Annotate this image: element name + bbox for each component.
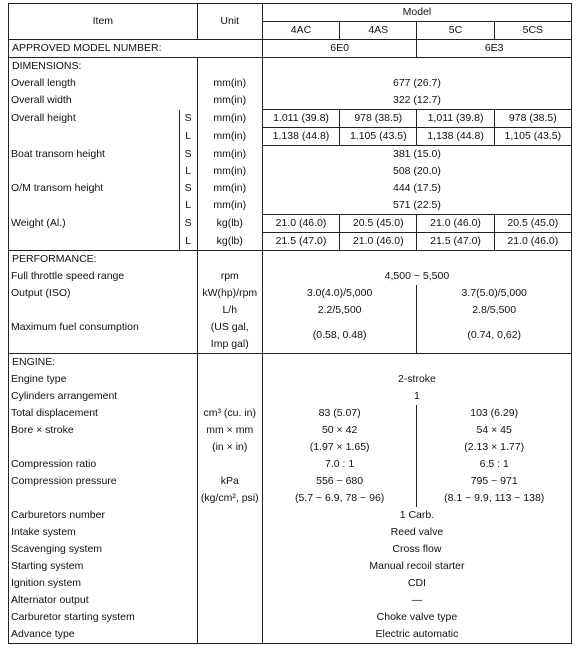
approved-label: APPROVED MODEL NUMBER: (9, 40, 263, 58)
specifications-table (8, 3, 572, 644)
model-4ac: 4AC (262, 22, 339, 40)
bore-row (9, 422, 572, 456)
fuel-left-2: (0.58, 0.48) (312, 329, 367, 341)
shaft-s-label: S (179, 215, 197, 233)
ratio-left: 7.0 : 1 (262, 456, 417, 473)
weight-unit: kg(lb) (197, 233, 262, 251)
model-5c: 5C (417, 22, 494, 40)
cylinders-label: Cylinders arrangement (9, 388, 198, 405)
overall-width-unit: mm(in) (197, 92, 262, 110)
ratio-right: 6.5 : 1 (417, 456, 572, 473)
bore-right-2: (2.13 × 1.77) (464, 441, 525, 453)
bore-left-1: 50 × 42 (321, 424, 358, 436)
weight-l-row (9, 233, 572, 251)
speed-value: 4,500 ~ 5,500 (262, 268, 571, 285)
starting-row (9, 558, 572, 575)
ratio-row (9, 456, 572, 473)
engine-title-row (9, 354, 572, 372)
bore-right (417, 422, 572, 456)
weight-s-row (9, 215, 572, 233)
displacement-left: 83 (5.07) (262, 405, 417, 422)
approved-left: 6E0 (262, 40, 417, 58)
bore-unit-2: (in × in) (212, 441, 248, 453)
shaft-l-label: L (179, 163, 197, 180)
fuel-unit-2: (US gal, (210, 321, 249, 333)
approved-row (9, 40, 572, 58)
displacement-row (9, 405, 572, 422)
model-5cs: 5CS (494, 22, 571, 40)
fuel-row (9, 302, 572, 354)
dimensions-title-row (9, 58, 572, 76)
shaft-l-label: L (179, 233, 197, 251)
om-transom-unit: mm(in) (197, 197, 262, 215)
alternator-value: — (262, 592, 571, 609)
weight-l-5cs: 21.0 (46.0) (494, 233, 571, 251)
overall-width-label: Overall width (9, 92, 198, 110)
model-4as: 4AS (340, 22, 417, 40)
engine-type-row (9, 371, 572, 388)
boat-transom-s-row (9, 146, 572, 164)
fuel-left-1: 2.2/5,500 (317, 304, 362, 316)
overall-width-value: 322 (12.7) (262, 92, 571, 110)
overall-height-s-4ac: 1.011 (39.8) (262, 110, 339, 128)
bore-left (262, 422, 417, 456)
weight-s-5c: 21.0 (46.0) (417, 215, 494, 233)
speed-label: Full throttle speed range (9, 268, 198, 285)
bore-left-2: (1.97 × 1.65) (309, 441, 370, 453)
shaft-l-label: L (179, 197, 197, 215)
intake-value: Reed valve (262, 524, 571, 541)
boat-transom-unit: mm(in) (197, 163, 262, 180)
engine-type-label: Engine type (9, 371, 198, 388)
performance-title-row (9, 251, 572, 269)
spec-sheet (8, 3, 572, 644)
overall-height-l-4ac: 1.138 (44.8) (262, 128, 339, 146)
model-header: Model (262, 4, 571, 22)
weight-unit: kg(lb) (197, 215, 262, 233)
intake-label: Intake system (9, 524, 198, 541)
overall-length-value: 677 (26.7) (262, 75, 571, 92)
overall-height-l-5cs: 1,105 (43.5) (494, 128, 571, 146)
output-right: 3.7(5.0)/5,000 (417, 285, 572, 302)
scavenging-label: Scavenging system (9, 541, 198, 558)
output-left: 3.0(4.0)/5,000 (262, 285, 417, 302)
overall-height-s-4as: 978 (38.5) (340, 110, 417, 128)
displacement-right: 103 (6.29) (417, 405, 572, 422)
fuel-unit-3: Imp gal) (210, 338, 249, 350)
weight-l-4ac: 21.5 (47.0) (262, 233, 339, 251)
carburetors-row (9, 507, 572, 524)
alternator-label: Alternator output (9, 592, 198, 609)
bore-right-1: 54 × 45 (476, 424, 512, 436)
pressure-row (9, 473, 572, 507)
pressure-left (262, 473, 417, 507)
overall-length-label: Overall length (9, 75, 198, 92)
carb-start-label: Carburetor starting system (9, 609, 198, 626)
om-transom-l-value: 571 (22.5) (262, 197, 571, 215)
fuel-unit-1: L/h (222, 304, 238, 316)
om-transom-s-row (9, 180, 572, 197)
shaft-s-label: S (179, 180, 197, 197)
shaft-s-label: S (179, 146, 197, 164)
advance-value: Electric automatic (262, 626, 571, 644)
item-header: Item (9, 4, 198, 40)
pressure-right-2: (8.1 ~ 9.9, 113 ~ 138) (444, 492, 545, 504)
boat-transom-unit: mm(in) (197, 146, 262, 164)
pressure-right (417, 473, 572, 507)
boat-transom-l-row (9, 163, 572, 180)
carburetors-label: Carburetors number (9, 507, 198, 524)
overall-height-l-4as: 1.105 (43.5) (340, 128, 417, 146)
performance-title: PERFORMANCE: (9, 251, 198, 269)
pressure-unit (197, 473, 262, 507)
alternator-row (9, 592, 572, 609)
overall-height-unit: mm(in) (197, 128, 262, 146)
overall-width-row (9, 92, 572, 110)
output-unit: kW(hp)/rpm (197, 285, 262, 302)
starting-label: Starting system (9, 558, 198, 575)
unit-header: Unit (197, 4, 262, 40)
carb-start-row (9, 609, 572, 626)
output-label: Output (ISO) (9, 285, 198, 302)
weight-s-5cs: 20.5 (45.0) (494, 215, 571, 233)
bore-label: Bore × stroke (9, 422, 198, 456)
pressure-left-2: (5.7 ~ 6.9, 78 ~ 96) (294, 492, 385, 504)
boat-transom-l-value: 508 (20.0) (262, 163, 571, 180)
shaft-l-label: L (179, 128, 197, 146)
weight-s-4ac: 21.0 (46.0) (262, 215, 339, 233)
cylinders-row (9, 388, 572, 405)
displacement-label: Total displacement (9, 405, 198, 422)
weight-l-5c: 21.5 (47.0) (417, 233, 494, 251)
pressure-left-1: 556 ~ 680 (316, 475, 364, 487)
speed-unit: rpm (197, 268, 262, 285)
shaft-s-label: S (179, 110, 197, 128)
fuel-right-1: 2.8/5,500 (472, 304, 517, 316)
displacement-unit: cm³ (cu. in) (197, 405, 262, 422)
fuel-label: Maximum fuel consumption (9, 302, 198, 354)
overall-height-s-row (9, 110, 572, 128)
cylinders-value: 1 (262, 388, 571, 405)
starting-value: Manual recoil starter (262, 558, 571, 575)
pressure-unit-1: kPa (220, 475, 239, 487)
carburetors-value: 1 Carb. (262, 507, 571, 524)
om-transom-s-value: 444 (17.5) (262, 180, 571, 197)
overall-height-label: Overall height (9, 110, 180, 128)
pressure-right-1: 795 ~ 971 (470, 475, 518, 487)
approved-right: 6E3 (417, 40, 572, 58)
output-row (9, 285, 572, 302)
advance-label: Advance type (9, 626, 198, 644)
pressure-unit-2: (kg/cm², psi) (200, 492, 259, 504)
fuel-left (262, 302, 417, 354)
advance-row (9, 626, 572, 644)
overall-height-s-5c: 1,011 (39.8) (417, 110, 494, 128)
ignition-value: CDI (262, 575, 571, 592)
intake-row (9, 524, 572, 541)
pressure-label: Compression pressure (9, 473, 198, 507)
boat-transom-label: Boat transom height (9, 146, 180, 164)
om-transom-l-row (9, 197, 572, 215)
overall-height-l-row (9, 128, 572, 146)
ratio-label: Compression ratio (9, 456, 198, 473)
scavenging-value: Cross flow (262, 541, 571, 558)
header-row-1 (9, 4, 572, 22)
engine-title: ENGINE: (9, 354, 198, 372)
overall-length-row (9, 75, 572, 92)
overall-height-unit: mm(in) (197, 110, 262, 128)
bore-unit (197, 422, 262, 456)
fuel-unit (197, 302, 262, 354)
weight-label: Weight (Al.) (9, 215, 180, 233)
overall-height-s-5cs: 978 (38.5) (494, 110, 571, 128)
om-transom-unit: mm(in) (197, 180, 262, 197)
weight-s-4as: 20.5 (45.0) (340, 215, 417, 233)
ignition-row (9, 575, 572, 592)
boat-transom-s-value: 381 (15.0) (262, 146, 571, 164)
om-transom-label: O/M transom height (9, 180, 180, 197)
bore-unit-1: mm × mm (206, 424, 254, 436)
overall-height-l-5c: 1,138 (44.8) (417, 128, 494, 146)
ignition-label: Ignition system (9, 575, 198, 592)
fuel-right (417, 302, 572, 354)
scavenging-row (9, 541, 572, 558)
speed-row (9, 268, 572, 285)
carb-start-value: Choke valve type (262, 609, 571, 626)
dimensions-title: DIMENSIONS: (9, 58, 198, 76)
overall-length-unit: mm(in) (197, 75, 262, 92)
weight-l-4as: 21.0 (46.0) (340, 233, 417, 251)
engine-type-value: 2-stroke (262, 371, 571, 388)
fuel-right-2: (0.74, 0,62) (467, 329, 522, 341)
